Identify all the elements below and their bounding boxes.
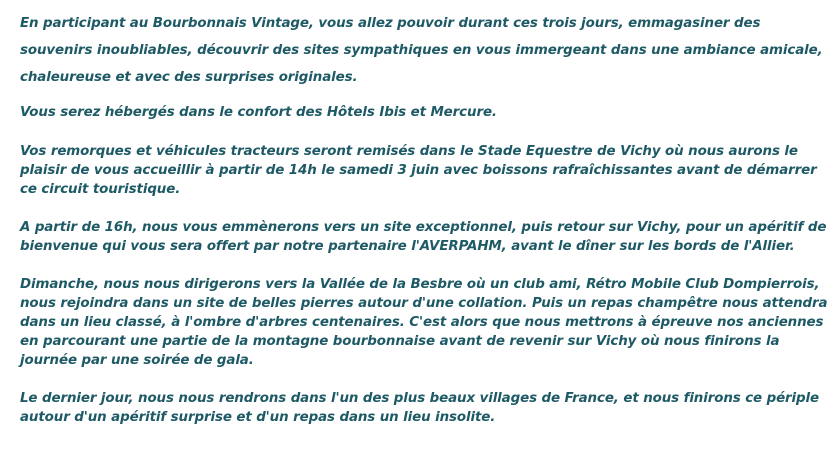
arrival-paragraph: Vos remorques et véhicules tracteurs seront remisés dans le Stade Equestre de Vichy où nous aurons le plaisir de vous accueillir à partir de 14h le samedi 3 juin avec boissons rafraîchissantes avant de démarrer ce circuit touristique. <box>20 144 817 197</box>
saturday-paragraph: A partir de 16h, nous vous emmènerons vers un site exceptionnel, puis retour sur Vichy, pour un apéritif de bienvenue qui vous sera offert par notre partenaire l'AVERPAHM, avant le dîner sur les bords de l'Allier. <box>20 220 827 254</box>
sunday-paragraph: Dimanche, nous nous dirigerons vers la Vallée de la Besbre où un club ami, Rétro Mobile Club Dompierrois, nous rejoindra dans un site de belles pierres autour d'une collation. Puis un repas champêtre nous attendra dans un lieu classé, à l'ombre d'arbres centenaires. C'est alors que nous mettrons à épreuve nos anciennes en parcourant une partie de la montagne bourbonnaise avant de revenir sur Vichy où nous finirons la journée par une soirée de gala. <box>20 277 828 368</box>
last-day-paragraph: Le dernier jour, nous nous rendrons dans l'un des plus beaux villages de France, et nous finirons ce périple autour d'un apéritif surprise et d'un repas dans un lieu insolite. <box>20 391 819 425</box>
intro-paragraph: En participant au Bourbonnais Vintage, vous allez pouvoir durant ces trois jours, emmagasiner des souvenirs inoubliables, découvrir des sites sympathiques en vous immergeant dans une ambiance amicale, chaleureuse et avec des surprises originales. <box>20 16 823 85</box>
accommodation-paragraph: Vous serez hébergés dans le confort des Hôtels Ibis et Mercure. <box>20 105 497 120</box>
article-body <box>20 10 828 446</box>
